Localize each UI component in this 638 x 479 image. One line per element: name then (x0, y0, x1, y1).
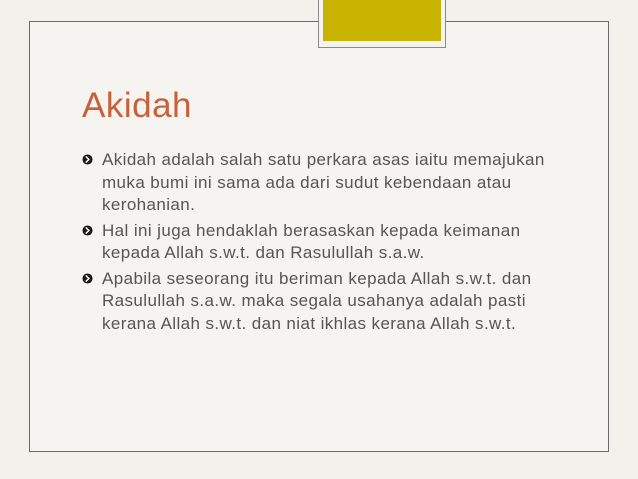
bullet-text: Apabila seseorang itu beriman kepada Allah s.w.t. dan Rasulullah s.a.w. maka segala usahanya adalah pasti kerana Allah s.w.t. dan niat ikhlas kerana Allah s.w.t. (102, 268, 532, 333)
bullet-arrow-icon (82, 225, 93, 236)
bullet-item (82, 220, 552, 265)
bullet-arrow-icon (82, 273, 93, 284)
bullet-list (82, 149, 552, 338)
bullet-item (82, 149, 552, 217)
accent-bar (323, 0, 441, 41)
bullet-item (82, 268, 552, 336)
bullet-text: Akidah adalah salah satu perkara asas iaitu memajukan muka bumi ini sama ada dari sudut kebendaan atau kerohanian. (102, 150, 545, 214)
bullet-arrow-icon (82, 154, 93, 165)
bullet-text: Hal ini juga hendaklah berasaskan kepada keimanan kepada Allah s.w.t. dan Rasulullah s.a.w. (102, 220, 521, 262)
slide-title: Akidah (82, 86, 193, 125)
